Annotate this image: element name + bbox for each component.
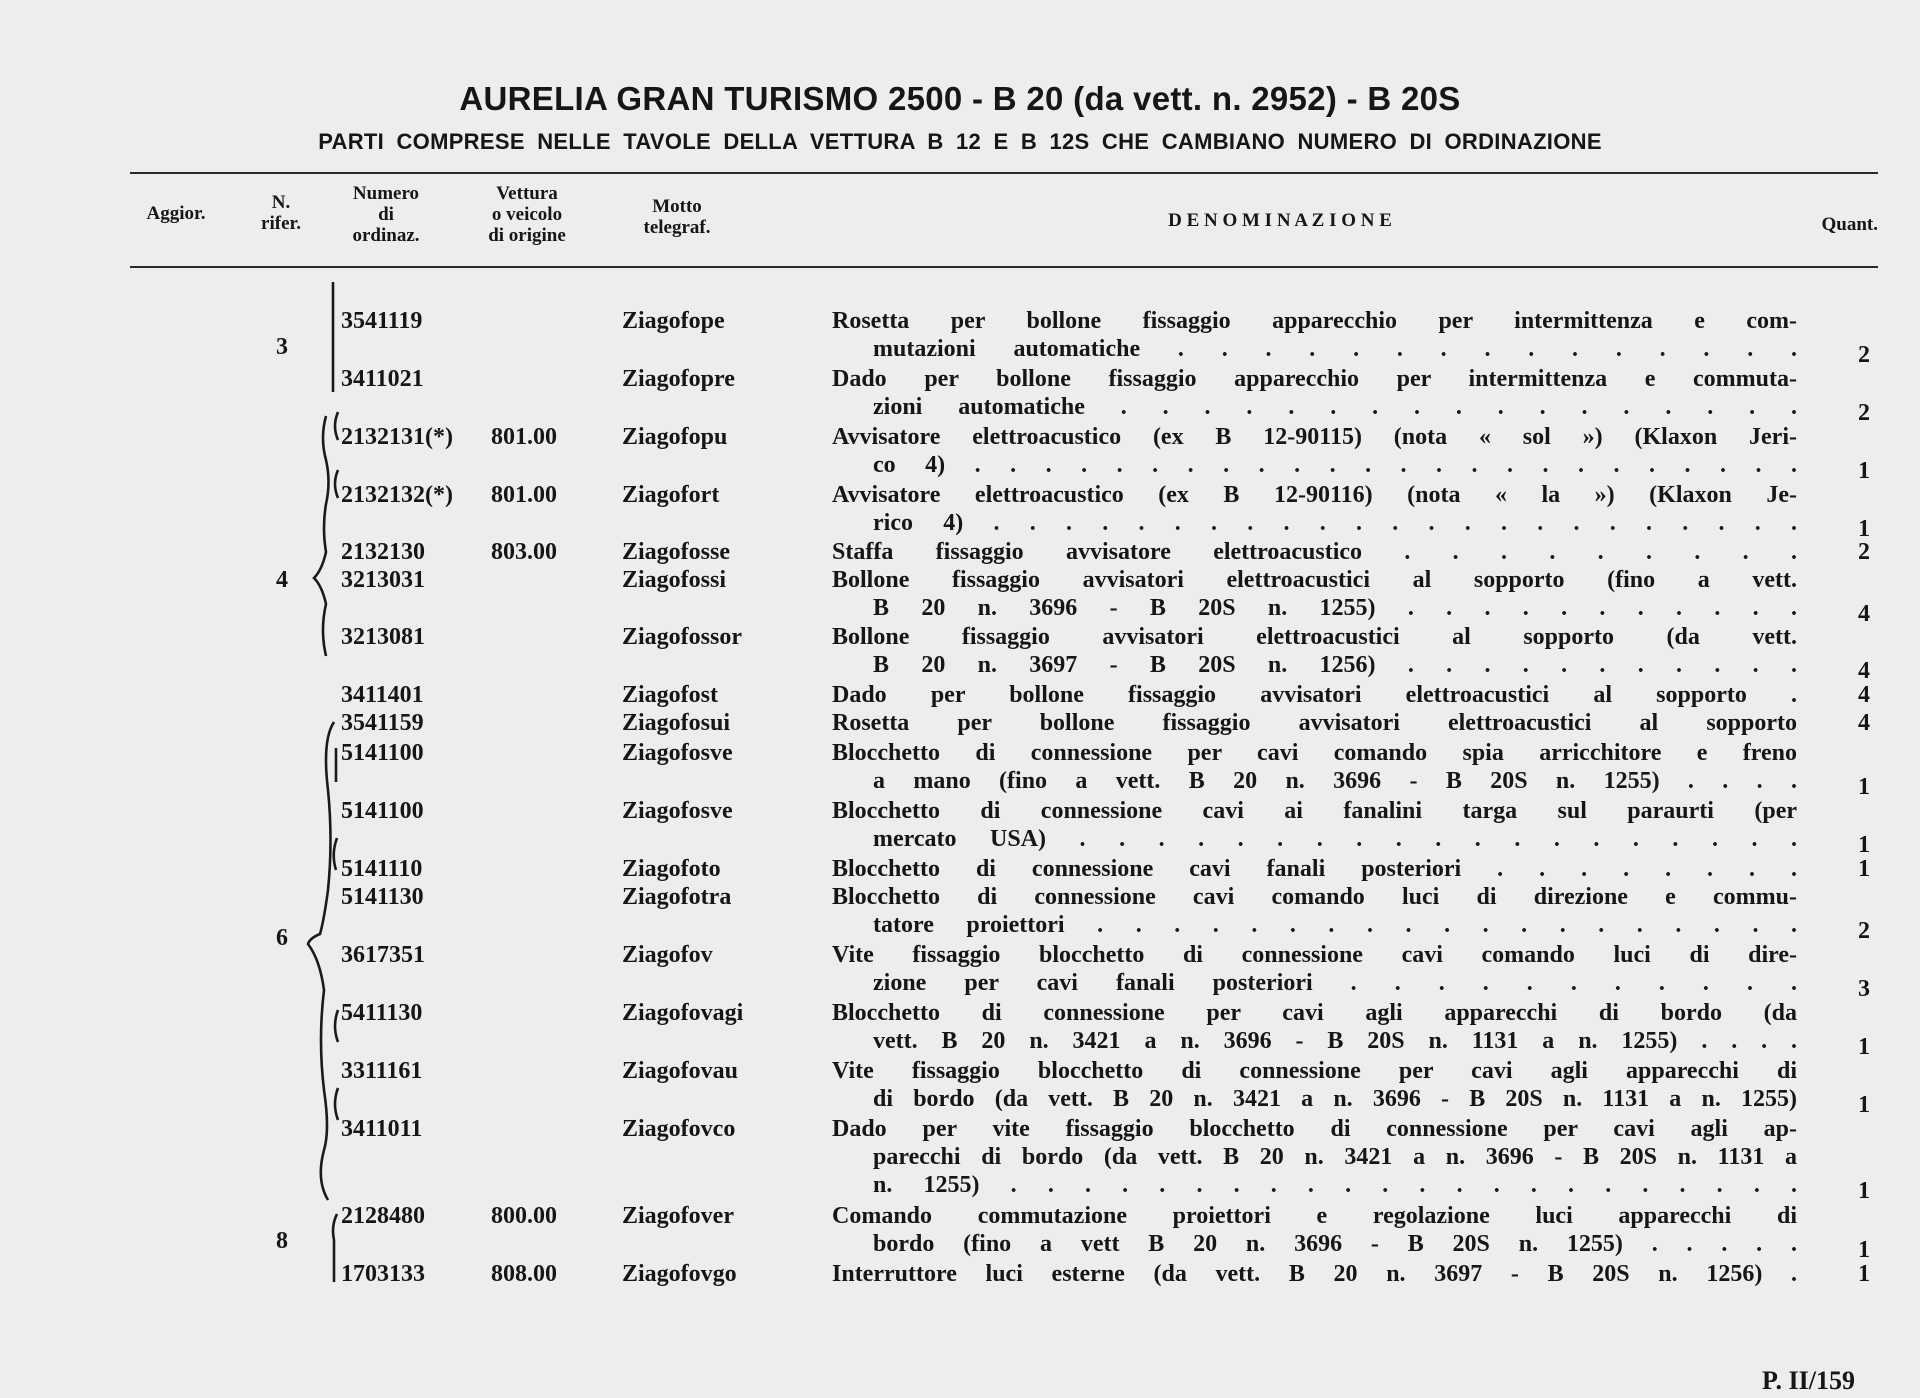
col-quant: Quant. — [1821, 214, 1878, 235]
denomination-line: Comando commutazione proiettori e regolazione luci apparecchi di — [832, 1203, 1797, 1229]
telegraph-code: Ziagofotra — [622, 884, 732, 910]
telegraph-code: Ziagofossi — [622, 567, 727, 593]
denomination-line: mutazioni automatiche . . . . . . . . . . . . . . . — [873, 336, 1797, 362]
quantity: 1 — [1858, 516, 1870, 542]
denomination-line: Avvisatore elettroacustico (ex B 12-90116) (nota « la ») (Klaxon Je- — [832, 482, 1797, 508]
denomination — [832, 855, 1797, 883]
denomination-line: n. 1255) . . . . . . . . . . . . . . . . . . . . . . — [873, 1172, 1797, 1198]
denomination — [832, 423, 1797, 479]
telegraph-code: Ziagofopu — [622, 424, 728, 450]
order-number: 3617351 — [341, 942, 425, 968]
quantity: 2 — [1858, 400, 1870, 426]
order-number: 3411401 — [341, 682, 424, 708]
telegraph-code: Ziagofov — [622, 942, 713, 968]
denomination-line: Interruttore luci esterne (da vett. B 20 n. 3697 - B 20S n. 1256) . — [832, 1261, 1797, 1287]
origin-vehicle: 801.00 — [491, 424, 557, 450]
denomination-line: co 4) . . . . . . . . . . . . . . . . . . . . . . . . — [873, 452, 1797, 478]
quantity: 4 — [1858, 601, 1870, 627]
telegraph-code: Ziagofopre — [622, 366, 735, 392]
denomination-line: zione per cavi fanali posteriori . . . . . . . . . . . — [873, 970, 1797, 996]
order-number: 2132132(*) — [341, 482, 453, 508]
order-number: 5141100 — [341, 798, 424, 824]
ref-number: 3 — [276, 334, 288, 360]
col-rif: N. rifer. — [261, 192, 301, 234]
denomination — [832, 1115, 1797, 1199]
ref-number: 8 — [276, 1228, 288, 1254]
denomination-line: vett. B 20 n. 3421 a n. 3696 - B 20S n. 1131 a n. 1255) . . . . — [873, 1028, 1797, 1054]
order-number: 2132130 — [341, 539, 425, 565]
denomination-line: Rosetta per bollone fissaggio apparecchio per intermittenza e com- — [832, 308, 1797, 334]
order-number: 5141110 — [341, 856, 423, 882]
denomination-line: Dado per bollone fissaggio avvisatori elettroacustici al sopporto . — [832, 682, 1797, 708]
quantity: 1 — [1858, 458, 1870, 484]
telegraph-code: Ziagofovau — [622, 1058, 739, 1084]
denomination-line: Blocchetto di connessione per cavi agli apparecchi di bordo (da — [832, 1000, 1797, 1026]
origin-vehicle: 800.00 — [491, 1203, 557, 1229]
denomination-line: di bordo (da vett. B 20 n. 3421 a n. 3696 - B 20S n. 1131 a n. 1255) — [873, 1086, 1797, 1112]
col-aggior: Aggior. — [146, 203, 206, 224]
telegraph-code: Ziagofovco — [622, 1116, 736, 1142]
denomination — [832, 1260, 1797, 1288]
denomination — [832, 538, 1797, 566]
denomination-line: Blocchetto di connessione per cavi comando spia arricchitore e freno — [832, 740, 1797, 766]
denomination — [832, 709, 1797, 737]
quantity: 1 — [1858, 1261, 1870, 1287]
quantity: 4 — [1858, 658, 1870, 684]
order-number: 5141100 — [341, 740, 424, 766]
telegraph-code: Ziagofort — [622, 482, 720, 508]
quantity: 1 — [1858, 1092, 1870, 1118]
denomination-line: rico 4) . . . . . . . . . . . . . . . . . . . . . . . — [873, 510, 1797, 536]
denomination-line: Bollone fissaggio avvisatori elettroacustici al sopporto (da vett. — [832, 624, 1797, 650]
telegraph-code: Ziagofoto — [622, 856, 721, 882]
denomination-line: Blocchetto di connessione cavi ai fanalini targa sul paraurti (per — [832, 798, 1797, 824]
quantity: 2 — [1858, 918, 1870, 944]
denomination-line: parecchi di bordo (da vett. B 20 n. 3421 a n. 3696 - B 20S n. 1131 a — [873, 1144, 1797, 1170]
quantity: 1 — [1858, 856, 1870, 882]
denomination-line: zioni automatiche . . . . . . . . . . . . . . . . . — [873, 394, 1797, 420]
denomination-line: mercato USA) . . . . . . . . . . . . . . . . . . . — [873, 826, 1797, 852]
denomination — [832, 681, 1797, 709]
denomination — [832, 307, 1797, 363]
page-number: P. II/159 — [1762, 1366, 1855, 1395]
telegraph-code: Ziagofosse — [622, 539, 730, 565]
quantity: 2 — [1858, 539, 1870, 565]
denomination-line: Dado per bollone fissaggio apparecchio per intermittenza e commuta- — [832, 366, 1797, 392]
quantity: 1 — [1858, 832, 1870, 858]
quantity: 2 — [1858, 342, 1870, 368]
quantity: 1 — [1858, 1034, 1870, 1060]
page-title: AURELIA GRAN TURISMO 2500 - B 20 (da vett. n. 2952) - B 20S — [459, 80, 1461, 117]
order-number: 3311161 — [341, 1058, 423, 1084]
denomination — [832, 1202, 1797, 1258]
denomination — [832, 941, 1797, 997]
quantity: 4 — [1858, 682, 1870, 708]
origin-vehicle: 808.00 — [491, 1261, 557, 1287]
denomination-line: Staffa fissaggio avvisatore elettroacustico . . . . . . . . . — [832, 539, 1797, 565]
telegraph-code: Ziagofovgo — [622, 1261, 737, 1287]
order-number: 2128480 — [341, 1203, 425, 1229]
denomination — [832, 797, 1797, 853]
denomination-line: Vite fissaggio blocchetto di connessione cavi comando luci di dire- — [832, 942, 1797, 968]
denomination-line: tatore proiettori . . . . . . . . . . . . . . . . . . . — [873, 912, 1797, 938]
denomination-line: B 20 n. 3696 - B 20S n. 1255) . . . . . . . . . . . — [873, 595, 1797, 621]
telegraph-code: Ziagofosve — [622, 798, 733, 824]
quantity: 4 — [1858, 710, 1870, 736]
denomination-line: Bollone fissaggio avvisatori elettroacustici al sopporto (fino a vett. — [832, 567, 1797, 593]
page-subtitle: PARTI COMPRESE NELLE TAVOLE DELLA VETTURA B 12 E B 12S CHE CAMBIANO NUMERO DI ORDINAZIONE — [318, 129, 1602, 154]
telegraph-code: Ziagofost — [622, 682, 718, 708]
header-top-rule — [130, 172, 1878, 174]
denomination-line: a mano (fino a vett. B 20 n. 3696 - B 20S n. 1255) . . . . — [873, 768, 1797, 794]
quantity: 3 — [1858, 976, 1870, 1002]
origin-vehicle: 801.00 — [491, 482, 557, 508]
denomination — [832, 365, 1797, 421]
denomination-line: Blocchetto di connessione cavi fanali posteriori . . . . . . . . — [832, 856, 1797, 882]
col-denominazione: D E N O M I N A Z I O N E — [1168, 210, 1392, 231]
quantity: 1 — [1858, 1237, 1870, 1263]
telegraph-code: Ziagofosui — [622, 710, 731, 736]
order-number: 1703133 — [341, 1261, 425, 1287]
header-bottom-rule — [130, 266, 1878, 268]
denomination — [832, 481, 1797, 537]
ref-number: 4 — [276, 567, 288, 593]
origin-vehicle: 803.00 — [491, 539, 557, 565]
denomination — [832, 883, 1797, 939]
telegraph-code: Ziagofossor — [622, 624, 742, 650]
denomination — [832, 1057, 1797, 1113]
denomination-line: B 20 n. 3697 - B 20S n. 1256) . . . . . . . . . . . — [873, 652, 1797, 678]
telegraph-code: Ziagofovagi — [622, 1000, 744, 1026]
telegraph-code: Ziagofosve — [622, 740, 733, 766]
quantity: 1 — [1858, 1178, 1870, 1204]
denomination — [832, 999, 1797, 1055]
denomination-line: Avvisatore elettroacustico (ex B 12-90115) (nota « sol ») (Klaxon Jeri- — [832, 424, 1797, 450]
quantity: 1 — [1858, 774, 1870, 800]
telegraph-code: Ziagofope — [622, 308, 725, 334]
col-numero: Numero di ordinaz. — [352, 183, 420, 246]
order-number: 3541159 — [341, 710, 424, 736]
order-number: 3213081 — [341, 624, 425, 650]
denomination-line: Blocchetto di connessione cavi comando luci di direzione e commu- — [832, 884, 1797, 910]
group-bracket-marks — [300, 270, 340, 1290]
order-number: 3411021 — [341, 366, 424, 392]
col-vettura: Vettura o veicolo di origine — [488, 183, 566, 246]
denomination — [832, 739, 1797, 795]
denomination — [832, 623, 1797, 679]
denomination-line: Rosetta per bollone fissaggio avvisatori elettroacustici al sopporto — [832, 710, 1797, 736]
order-number: 3213031 — [341, 567, 425, 593]
telegraph-code: Ziagofover — [622, 1203, 734, 1229]
col-motto: Motto telegraf. — [643, 196, 711, 238]
order-number: 3541119 — [341, 308, 423, 334]
order-number: 5141130 — [341, 884, 424, 910]
denomination-line: Vite fissaggio blocchetto di connessione per cavi agli apparecchi di — [832, 1058, 1797, 1084]
ref-number: 6 — [276, 925, 288, 951]
order-number: 2132131(*) — [341, 424, 453, 450]
denomination — [832, 566, 1797, 622]
denomination-line: bordo (fino a vett B 20 n. 3696 - B 20S n. 1255) . . . . . — [873, 1231, 1797, 1257]
order-number: 3411011 — [341, 1116, 423, 1142]
denomination-line: Dado per vite fissaggio blocchetto di connessione per cavi agli ap- — [832, 1116, 1797, 1142]
order-number: 5411130 — [341, 1000, 423, 1026]
